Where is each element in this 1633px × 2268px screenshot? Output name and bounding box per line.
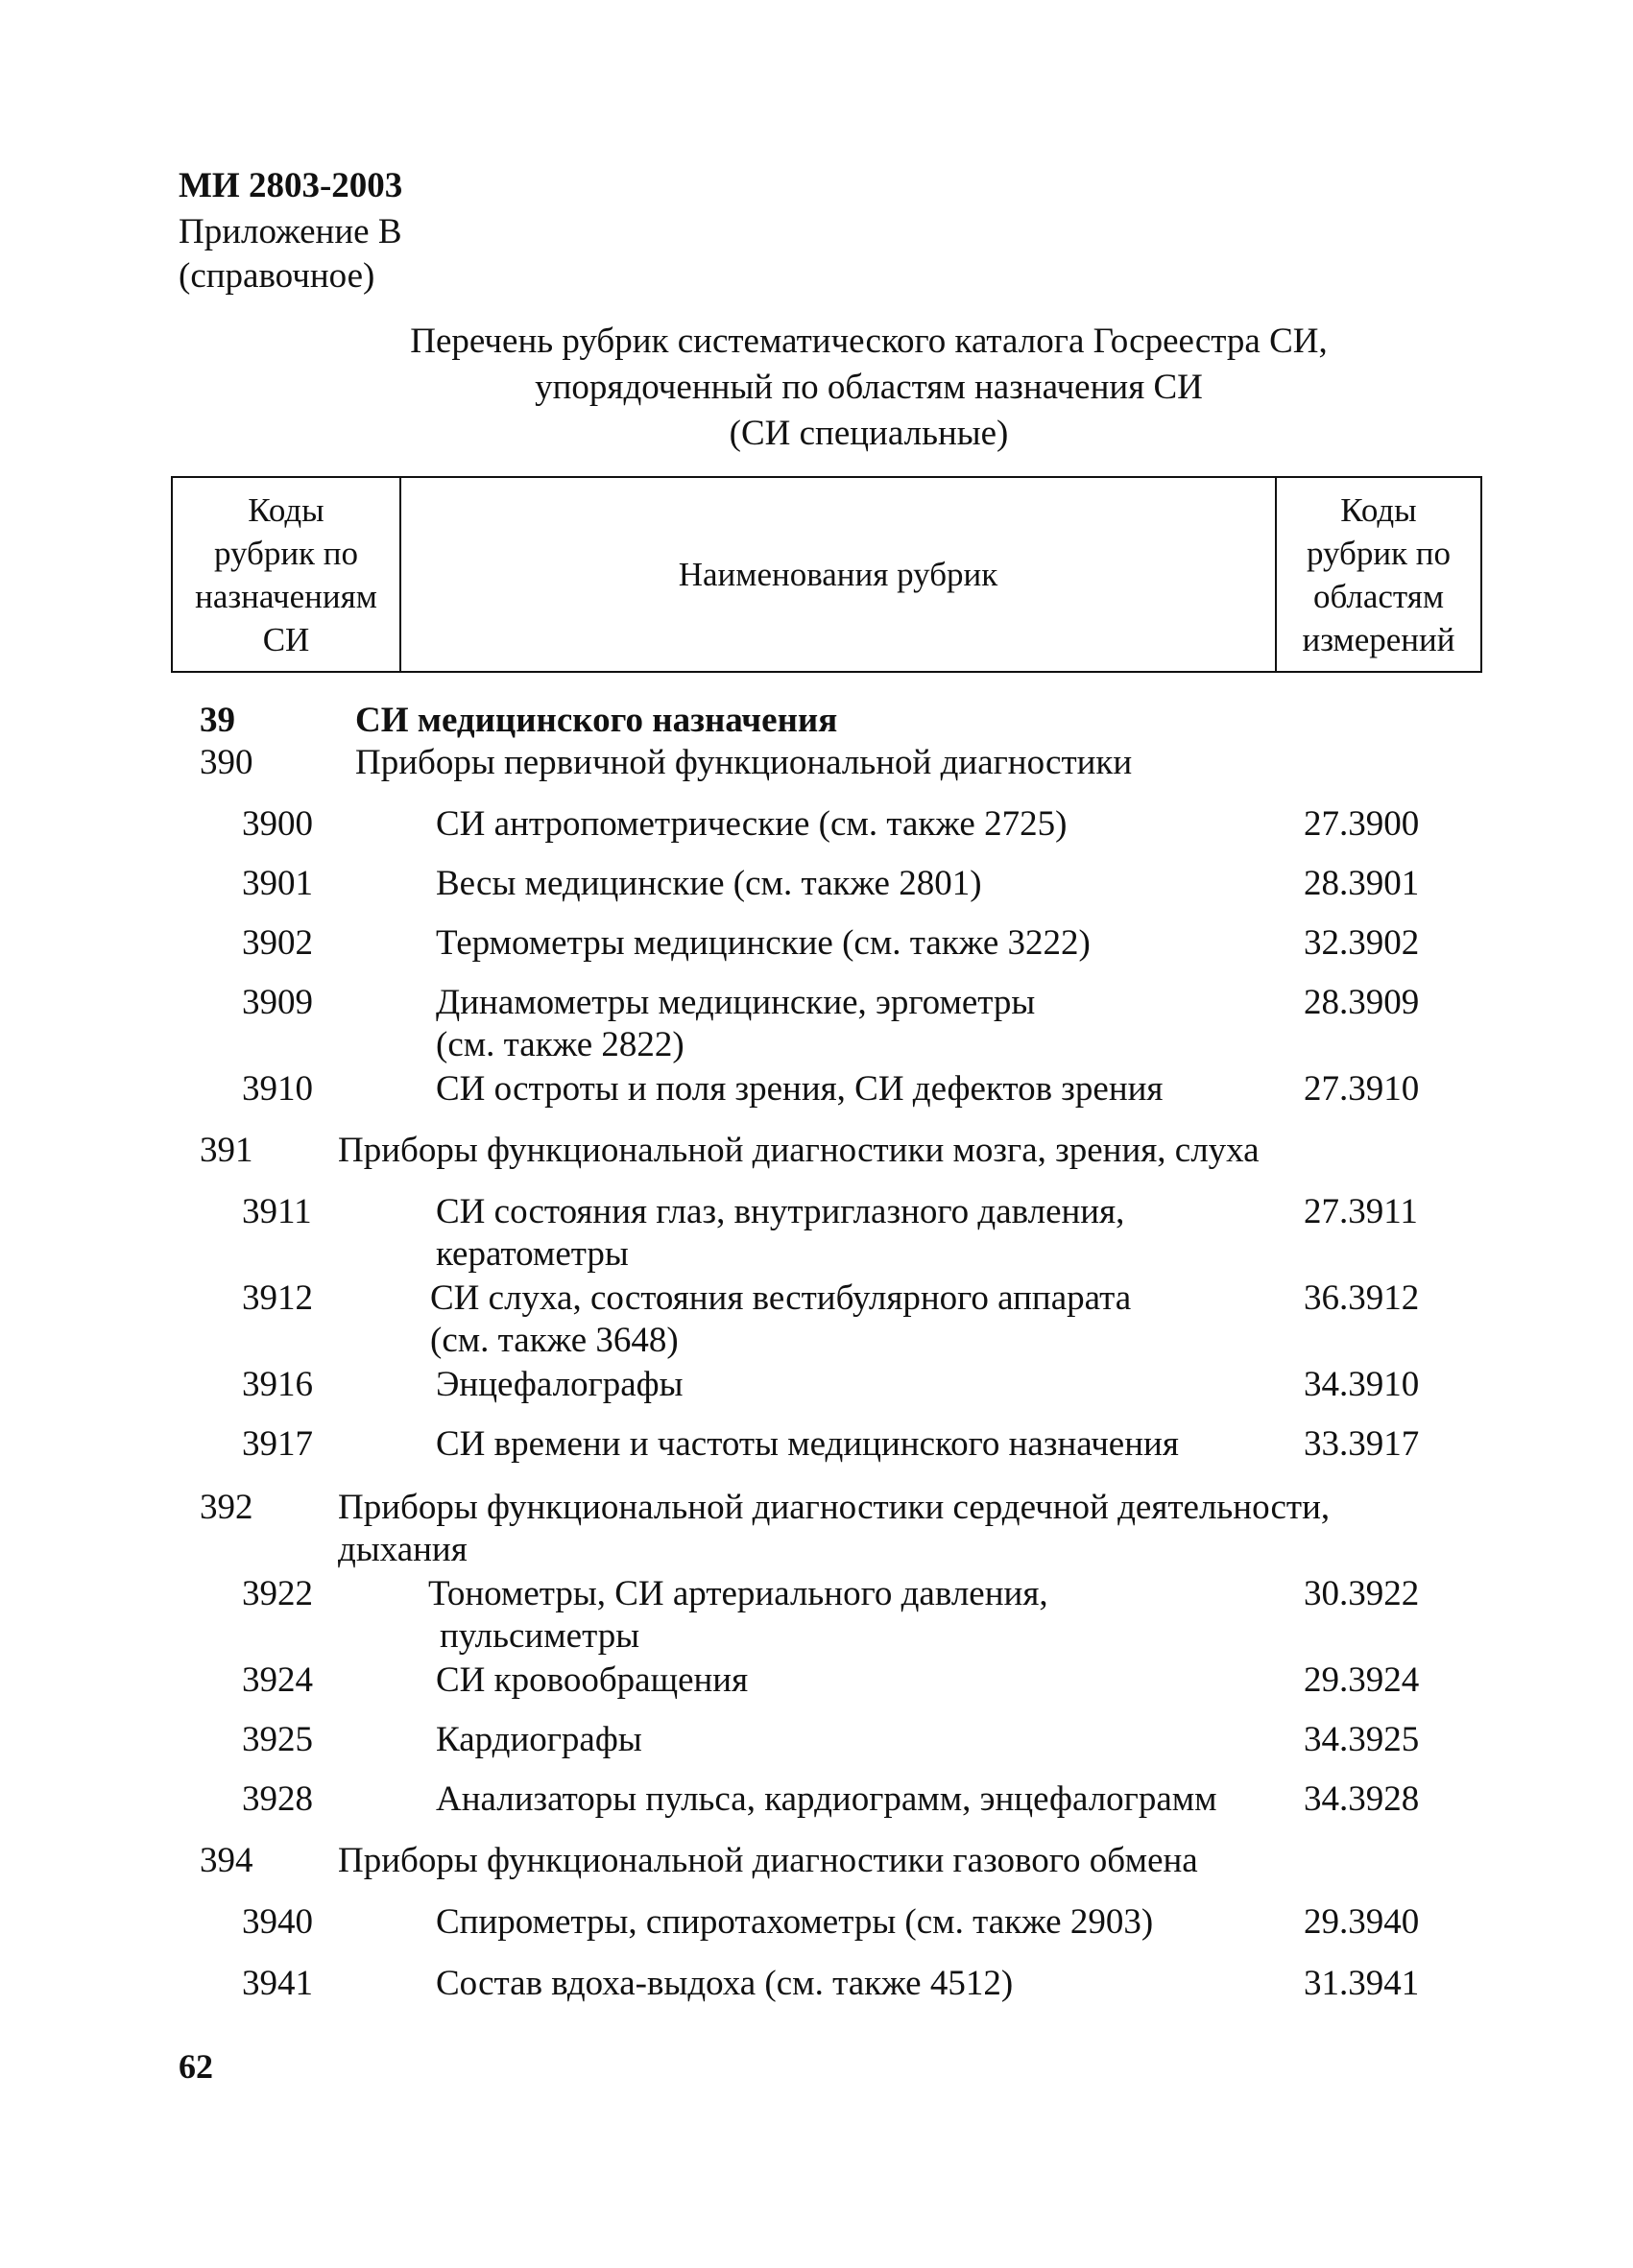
row-code: 3925 (242, 1720, 313, 1759)
header-purpose-codes: Коды рубрик по назначениям СИ (195, 490, 377, 658)
row-name-continuation: кератометры (436, 1234, 629, 1274)
row-area-code: 34.3928 (1304, 1779, 1420, 1819)
row-name: СИ кровообращения (436, 1660, 749, 1700)
page-number: 62 (179, 2047, 213, 2086)
row-name: Приборы функциональной диагностики сердечной деятельности, (338, 1488, 1331, 1527)
row-name-continuation: (см. также 2822) (436, 1025, 684, 1064)
header-rubric-names: Наименования рубрик (399, 478, 1275, 671)
row-area-code: 34.3910 (1304, 1365, 1420, 1404)
row-area-code: 36.3912 (1304, 1278, 1420, 1318)
title-line-1: Перечень рубрик систематического каталога Госреестра СИ, (410, 322, 1328, 361)
row-name: СИ медицинского назначения (355, 701, 838, 740)
row-name: СИ времени и частоты медицинского назначения (436, 1424, 1179, 1464)
row-area-code: 28.3901 (1304, 864, 1420, 903)
title-line-2: упорядоченный по областям назначения СИ (535, 368, 1203, 407)
row-name: Приборы первичной функциональной диагностики (355, 743, 1133, 782)
row-code: 3922 (242, 1574, 313, 1613)
row-code: 3910 (242, 1069, 313, 1109)
row-area-code: 29.3924 (1304, 1660, 1420, 1700)
row-code: 3900 (242, 804, 313, 844)
row-code: 3928 (242, 1779, 313, 1819)
row-code: 391 (200, 1131, 253, 1170)
row-area-code: 28.3909 (1304, 983, 1420, 1022)
row-name: Приборы функциональной диагностики газового обмена (338, 1841, 1198, 1880)
row-name: Динамометры медицинские, эргометры (436, 983, 1036, 1022)
row-code: 3912 (242, 1278, 313, 1318)
row-code: 3911 (242, 1192, 312, 1231)
row-area-code: 34.3925 (1304, 1720, 1420, 1759)
document-code: МИ 2803-2003 (179, 166, 403, 205)
row-name: СИ антропометрические (см. также 2725) (436, 804, 1068, 844)
row-code: 3902 (242, 923, 313, 963)
row-name: Анализаторы пульса, кардиограмм, энцефалограмм (436, 1779, 1217, 1819)
row-area-code: 27.3910 (1304, 1069, 1420, 1109)
appendix-label: Приложение В (179, 212, 402, 251)
row-code: 3909 (242, 983, 313, 1022)
row-code: 3941 (242, 1964, 313, 2003)
row-code: 390 (200, 743, 253, 782)
row-area-code: 27.3911 (1304, 1192, 1418, 1231)
row-code: 3901 (242, 864, 313, 903)
row-area-code: 32.3902 (1304, 923, 1420, 963)
table-header (171, 476, 1482, 673)
row-name-continuation: пульсиметры (440, 1616, 640, 1656)
row-name: Приборы функциональной диагностики мозга, зрения, слуха (338, 1131, 1260, 1170)
row-code: 3917 (242, 1424, 313, 1464)
row-code: 394 (200, 1841, 253, 1880)
row-name: СИ состояния глаз, внутриглазного давления, (436, 1192, 1125, 1231)
appendix-note: (справочное) (179, 256, 375, 296)
row-area-code: 29.3940 (1304, 1902, 1420, 1942)
row-name: СИ слуха, состояния вестибулярного аппарата (430, 1278, 1132, 1318)
row-area-code: 27.3900 (1304, 804, 1420, 844)
row-name-continuation: дыхания (338, 1530, 468, 1569)
row-name-continuation: (см. также 3648) (430, 1321, 679, 1360)
header-measurement-codes: Коды рубрик по областям измерений (1275, 478, 1480, 671)
row-code: 3940 (242, 1902, 313, 1942)
row-code: 3916 (242, 1365, 313, 1404)
title-line-3: (СИ специальные) (729, 414, 1009, 453)
row-name: Весы медицинские (см. также 2801) (436, 864, 982, 903)
row-area-code: 33.3917 (1304, 1424, 1420, 1464)
row-area-code: 31.3941 (1304, 1964, 1420, 2003)
row-name: Кардиографы (436, 1720, 642, 1759)
row-name: СИ остроты и поля зрения, СИ дефектов зрения (436, 1069, 1164, 1109)
row-code: 392 (200, 1488, 253, 1527)
row-name: Состав вдоха-выдоха (см. также 4512) (436, 1964, 1014, 2003)
row-area-code: 30.3922 (1304, 1574, 1420, 1613)
row-name: Энцефалографы (436, 1365, 684, 1404)
row-code: 3924 (242, 1660, 313, 1700)
row-name: Термометры медицинские (см. также 3222) (436, 923, 1091, 963)
row-code: 39 (200, 701, 235, 740)
row-name: Спирометры, спиротахометры (см. также 2903) (436, 1902, 1154, 1942)
row-name: Тонометры, СИ артериального давления, (428, 1574, 1048, 1613)
